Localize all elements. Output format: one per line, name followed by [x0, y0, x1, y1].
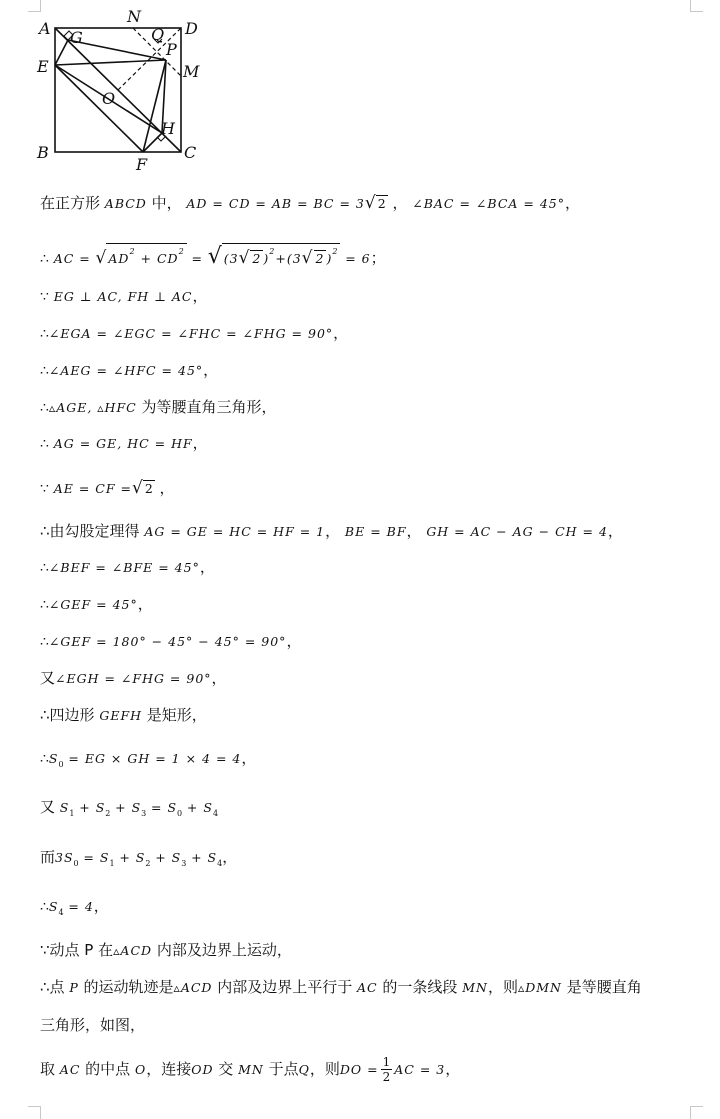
- label-h: H: [161, 119, 175, 138]
- solution-line: ∴▵AGE, ▵HFC 为等腰直角三角形，: [40, 398, 277, 416]
- solution-line: ∴∠AEG = ∠HFC = 45°，: [40, 361, 219, 379]
- solution-line: ∴ AG = GE, HC = HF，: [40, 434, 208, 452]
- label-e: E: [37, 57, 49, 76]
- label-a: A: [39, 19, 51, 38]
- page-corner-mark: [690, 1106, 703, 1119]
- label-p: P: [166, 40, 177, 59]
- page-corner-mark: [28, 1106, 41, 1119]
- solution-line: ∴点 P 的运动轨迹是▵ACD 内部及边界上平行于 AC 的一条线段 MN，则▵DMN 是等腰直角: [40, 978, 642, 996]
- solution-line: ∴∠GEF = 45°，: [40, 595, 153, 613]
- solution-line: $\therefore S_0$ = EG × GH = 1 × 4 = 4，: [40, 749, 257, 769]
- solution-line: ∴ AC = √ $AD^2 + CD^2$ = √ (3√ 2 )$^2$+(3√ 2 )$^2$ = 6；: [40, 244, 386, 269]
- solution-line: ∴四边形 GEFH 是矩形，: [40, 706, 207, 724]
- solution-line: 又 $S_1 + S_2 + S_3 = S_0 + S_4$: [40, 798, 219, 818]
- segment-fp: [143, 60, 166, 152]
- dashed-od: [118, 28, 181, 90]
- solution-line: ∵动点 P 在▵ACD 内部及边界上运动，: [40, 941, 292, 959]
- solution-line: ∴由勾股定理得 AG = GE = HC = HF = 1， BE = BF， GH = AC − AG − CH = 4，: [40, 522, 623, 540]
- label-d: D: [185, 19, 198, 38]
- segment-ep: [55, 60, 166, 65]
- solution-line: ∴∠EGA = ∠EGC = ∠FHC = ∠FHG = 90°，: [40, 324, 349, 342]
- solution-line: 取 AC 的中点 O，连接OD 交 MN 于点Q，则DO = $\frac{1}{2}$ AC = 3，: [40, 1055, 461, 1084]
- fraction-one-half: $\frac{1}{2}$: [382, 1055, 391, 1084]
- label-f: F: [136, 155, 148, 173]
- label-b: B: [37, 143, 49, 162]
- solution-line: ∵ EG ⊥ AC, FH ⊥ AC，: [40, 287, 208, 305]
- solution-line: 而$3S_0 = S_1 + S_2 + S_3 + S_4$，: [40, 848, 238, 868]
- page-corner-mark: [690, 0, 703, 12]
- solution-line: 三角形，如图，: [40, 1016, 146, 1034]
- geometry-figure: [30, 8, 220, 173]
- label-o: O: [102, 89, 116, 108]
- segment-eg: [55, 40, 68, 65]
- label-g: G: [70, 28, 83, 47]
- label-m: M: [183, 62, 200, 81]
- label-q: Q: [151, 25, 165, 44]
- label-c: C: [184, 143, 197, 162]
- label-n: N: [127, 8, 141, 26]
- solution-line: 在正方形 ABCD 中， AD = CD = AB = BC = 3√ 2 ， ∠BAC = ∠BCA = 45°，: [40, 193, 580, 213]
- solution-line: 又∠EGH = ∠FHG = 90°，: [40, 669, 227, 687]
- solution-line: ∴∠BEF = ∠BFE = 45°，: [40, 558, 215, 576]
- solution-line: $\therefore S_4 = 4$，: [40, 897, 109, 917]
- solution-line: ∵ AE = CF =√ 2 ，: [40, 478, 175, 498]
- solution-line: ∴∠GEF = 180° − 45° − 45° = 90°，: [40, 632, 302, 650]
